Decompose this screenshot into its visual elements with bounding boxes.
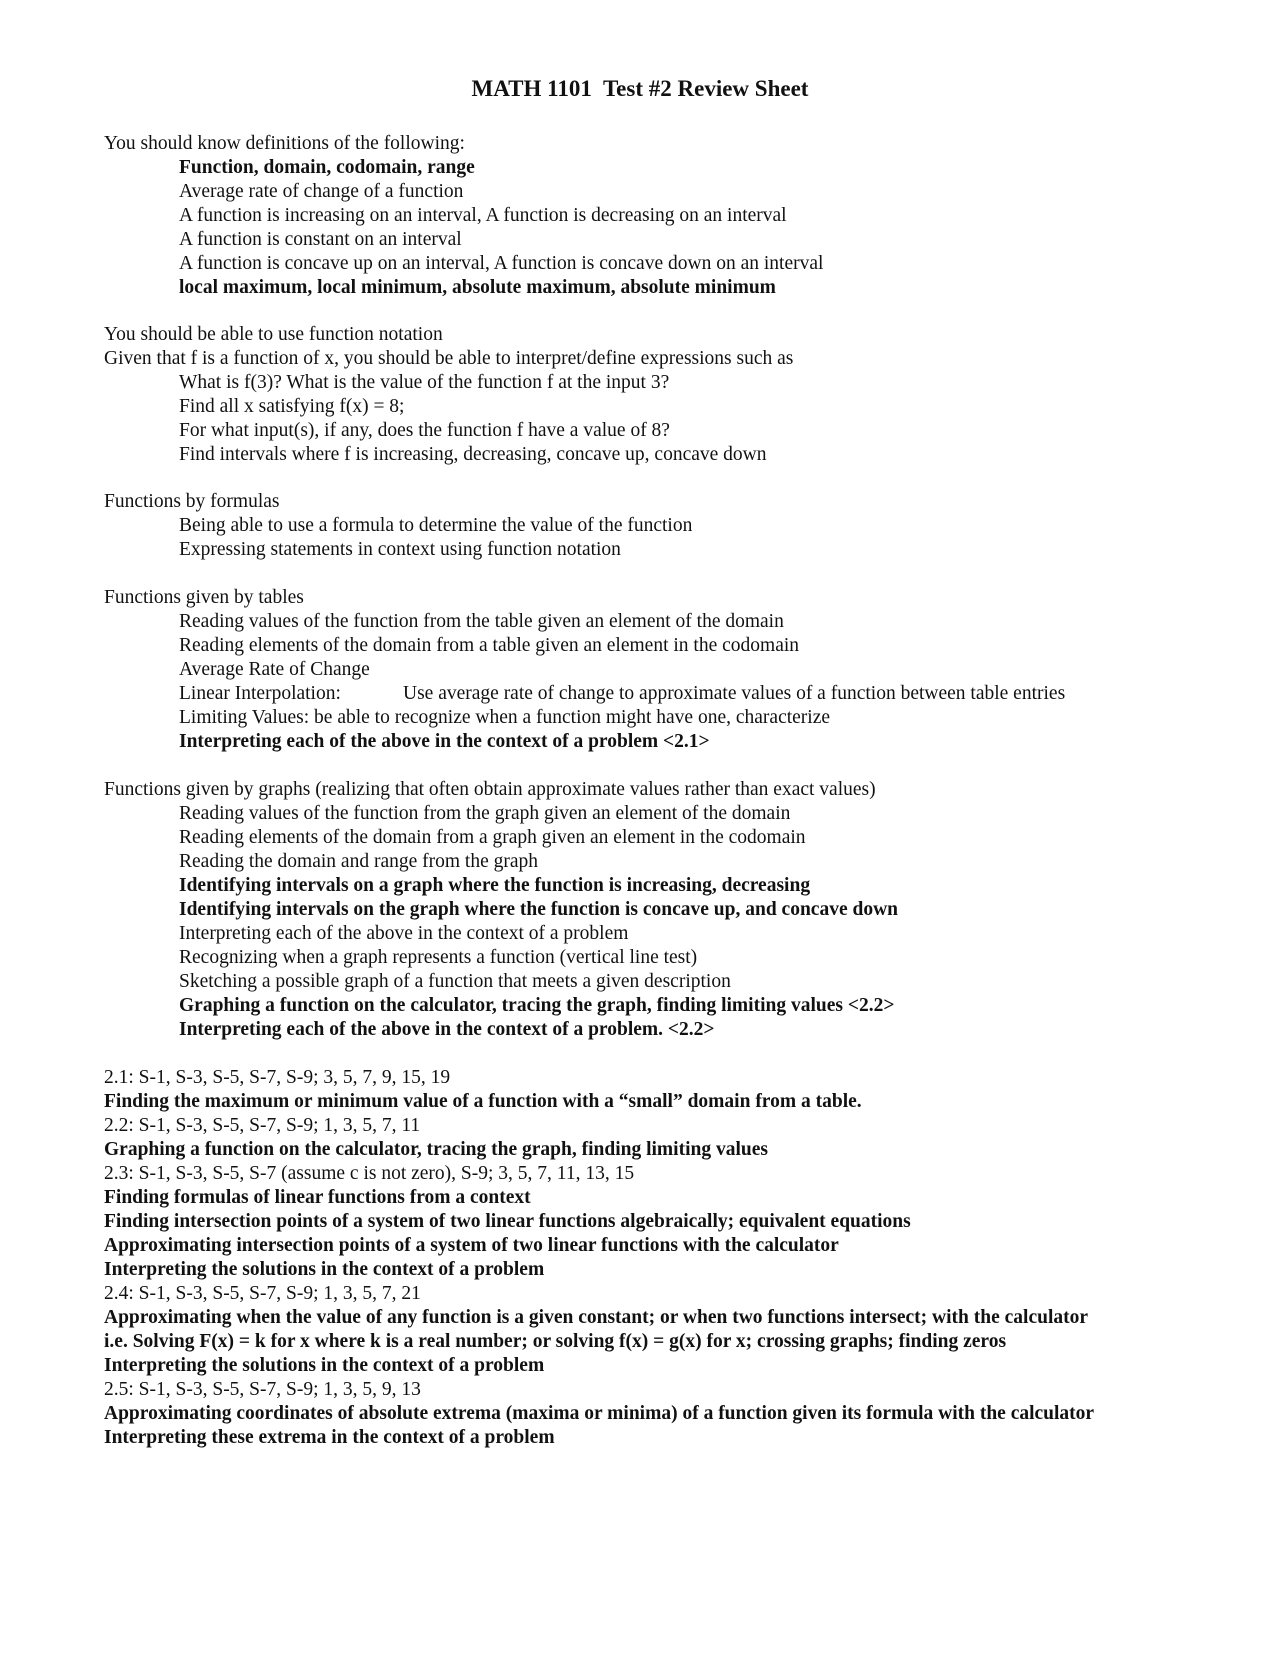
exercise-topic: Approximating coordinates of absolute extrema (maxima or minima) of a function given its formula with the calculator (104, 1403, 1095, 1424)
linear-interpolation-row (179, 682, 1065, 706)
exercise-topic: Finding formulas of linear functions from a context (104, 1187, 531, 1208)
linear-interpolation-label: Linear Interpolation: (179, 683, 341, 704)
page-title: MATH 1101 Test #2 Review Sheet (471, 76, 809, 101)
graphs-item: Reading elements of the domain from a graph given an element in the codomain (179, 827, 806, 848)
formulas-heading: Functions by formulas (104, 491, 280, 512)
exercise-line: 2.4: S-1, S-3, S-5, S-7, S-9; 1, 3, 5, 7, 21 (104, 1283, 421, 1304)
exercise-topic: Finding the maximum or minimum value of a function with a “small” domain from a table. (104, 1091, 862, 1112)
graphs-item: Reading the domain and range from the graph (179, 851, 539, 872)
notation-item: For what input(s), if any, does the function f have a value of 8? (179, 420, 670, 441)
definitions-heading: You should know definitions of the following: (104, 133, 465, 154)
graphs-item: Graphing a function on the calculator, tracing the graph, finding limiting values <2.2> (179, 995, 895, 1016)
exercise-line: 2.5: S-1, S-3, S-5, S-7, S-9; 1, 3, 5, 9, 13 (104, 1379, 421, 1400)
graphs-item: Identifying intervals on a graph where the function is increasing, decreasing (179, 875, 811, 896)
graphs-heading: Functions given by graphs (realizing that often obtain approximate values rather than exact values) (104, 779, 876, 800)
notation-item: Find intervals where f is increasing, decreasing, concave up, concave down (179, 444, 767, 465)
exercise-line: 2.1: S-1, S-3, S-5, S-7, S-9; 3, 5, 7, 9, 15, 19 (104, 1067, 451, 1088)
notation-subheading: Given that f is a function of x, you should be able to interpret/define expressions such as (104, 348, 794, 369)
exercise-topic: Approximating intersection points of a system of two linear functions with the calculator (104, 1235, 839, 1256)
tables-item: Reading elements of the domain from a table given an element in the codomain (179, 635, 800, 656)
tables-item: Average Rate of Change (179, 659, 370, 680)
definition-item: A function is increasing on an interval, A function is decreasing on an interval (179, 205, 787, 226)
tables-item: Interpreting each of the above in the context of a problem <2.1> (179, 731, 710, 752)
definition-item: Function, domain, codomain, range (179, 157, 475, 178)
exercise-topic: Interpreting the solutions in the context of a problem (104, 1259, 545, 1280)
graphs-item: Identifying intervals on the graph where the function is concave up, and concave down (179, 899, 899, 920)
formulas-item: Being able to use a formula to determine the value of the function (179, 515, 693, 536)
graphs-item: Recognizing when a graph represents a function (vertical line test) (179, 947, 698, 968)
exercise-topic: Graphing a function on the calculator, tracing the graph, finding limiting values (104, 1139, 768, 1160)
graphs-item: Reading values of the function from the graph given an element of the domain (179, 803, 791, 824)
exercise-line: 2.3: S-1, S-3, S-5, S-7 (assume c is not zero), S-9; 3, 5, 7, 11, 13, 15 (104, 1163, 635, 1184)
exercise-line: 2.2: S-1, S-3, S-5, S-7, S-9; 1, 3, 5, 7, 11 (104, 1115, 421, 1136)
tables-item: Limiting Values: be able to recognize when a function might have one, characterize (179, 707, 831, 728)
graphs-item: Interpreting each of the above in the context of a problem (179, 923, 629, 944)
exercise-topic: i.e. Solving F(x) = k for x where k is a real number; or solving f(x) = g(x) for x; crossing graphs; finding zeros (104, 1331, 1007, 1352)
exercise-topic: Interpreting the solutions in the context of a problem (104, 1355, 545, 1376)
exercise-topic: Interpreting these extrema in the context of a problem (104, 1427, 555, 1448)
formulas-item: Expressing statements in context using function notation (179, 539, 621, 560)
definition-item: Average rate of change of a function (179, 181, 464, 202)
definition-item: A function is concave up on an interval, A function is concave down on an interval (179, 253, 824, 274)
exercise-topic: Finding intersection points of a system of two linear functions algebraically; equivalent equations (104, 1211, 911, 1232)
tables-heading: Functions given by tables (104, 587, 304, 608)
notation-item: Find all x satisfying f(x) = 8; (179, 396, 405, 417)
notation-heading: You should be able to use function notation (104, 324, 443, 345)
linear-interpolation-text: Use average rate of change to approximate values of a function between table entries (403, 683, 1066, 704)
definition-item: A function is constant on an interval (179, 229, 462, 250)
tables-item: Reading values of the function from the table given an element of the domain (179, 611, 784, 632)
graphs-item: Sketching a possible graph of a function that meets a given description (179, 971, 731, 992)
exercise-topic: Approximating when the value of any function is a given constant; or when two functions intersect; with the calculator (104, 1307, 1089, 1328)
definition-item: local maximum, local minimum, absolute maximum, absolute minimum (179, 277, 776, 298)
graphs-item: Interpreting each of the above in the context of a problem. <2.2> (179, 1019, 715, 1040)
notation-item: What is f(3)? What is the value of the function f at the input 3? (179, 372, 670, 393)
